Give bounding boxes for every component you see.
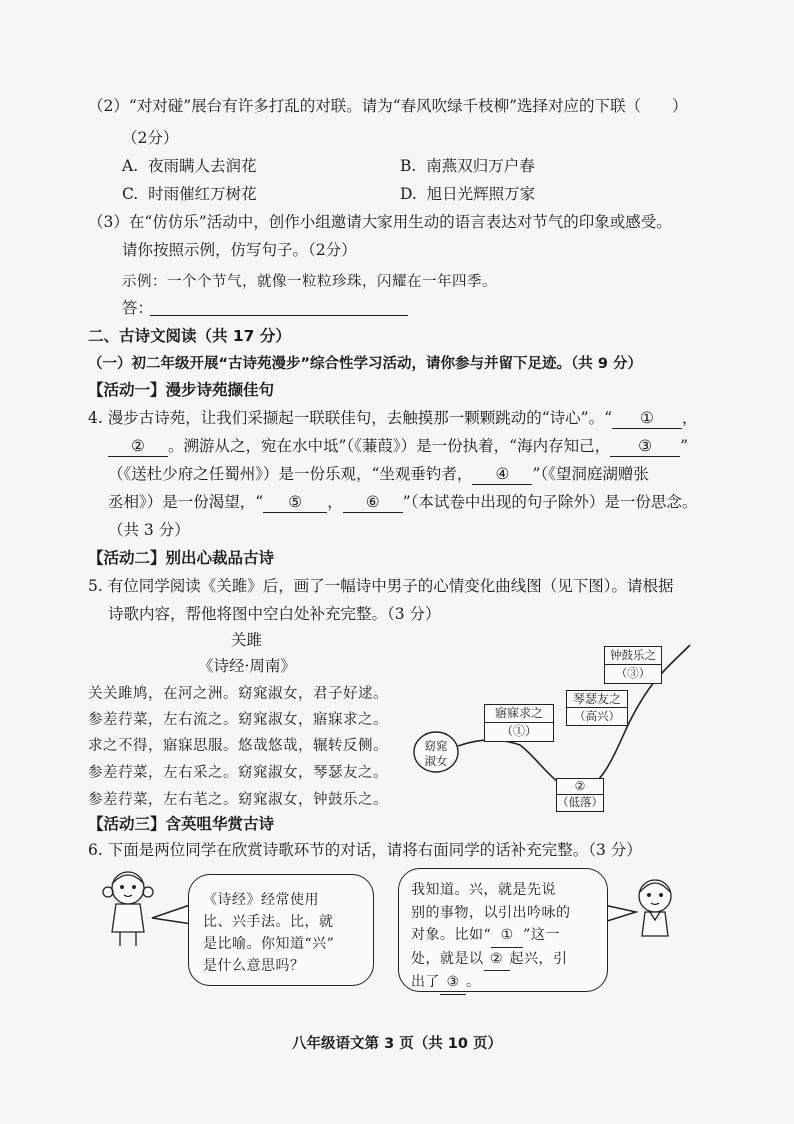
q5-line1: 5. 有位同学阅读《关雎》后，画了一幅诗中男子的心情变化曲线图（见下图）。请根据 (88, 577, 674, 595)
q2-option-d: D. 旭日光辉照万家 (400, 185, 536, 203)
q2-option-a: A. 夜雨瞒人去润花 (122, 157, 257, 175)
activity2-title: 【活动二】别出心裁品古诗 (88, 549, 275, 567)
q4-blank-3[interactable]: ③ (610, 436, 680, 457)
q2-option-c: C. 时雨催红万树花 (122, 185, 257, 203)
poem-line: 求之不得，寤寐思服。悠哉悠哉，辗转反侧。 (88, 738, 388, 754)
q4-line1: 4. 漫步古诗苑，让我们采撷起一联联佳句，去触摸那一颗颗跳动的“诗心”。“ ① ， (88, 409, 698, 427)
q4-line3: （《送杜少府之任蜀州》）是一份乐观，“坐观垂钓者， ④ ”（《望洞庭湖赠张 (108, 465, 649, 483)
q2-stem: （2）“对对碰”展台有许多打乱的对联。请为“春风吹绿千枝柳”选择对应的下联（ ） (88, 97, 688, 115)
q6-blank-2[interactable]: ② (484, 948, 510, 972)
q3-example: 示例：一个个节气，就像一粒粒珍珠，闪耀在一年四季。 (122, 274, 497, 290)
q4-line4: 丞相》）是一份渴望，“ ⑤ ， ⑥ ”（本试卷中出现的句子除外）是一份思念。 (108, 493, 698, 511)
left-bubble-tail (152, 905, 192, 924)
q6-blank-3[interactable]: ③ (440, 971, 466, 995)
node-search: 寤寐求之 （①） (484, 704, 554, 742)
q3-stem2: 请你按照示例，仿写句子。（2分） (122, 241, 357, 259)
left-speech-bubble: 《诗经》经常使用 比、兴手法。比，就 是比喻。你知道“兴” 是什么意思吗？ (188, 874, 374, 986)
node-joy-blank[interactable]: （③） (615, 666, 651, 680)
section2-title: 二、古诗文阅读（共 17 分） (88, 327, 291, 345)
right-speech-bubble: 我知道。兴，就是先说 别的事物，以引出吟咏的 对象。比如“ ① ”这一 处，就是以 ② 起兴，引 出了 ③ 。 (398, 868, 608, 992)
q4-blank-6[interactable]: ⑥ (343, 492, 403, 513)
q4-line2: ② 。溯游从之，宛在水中坻”（《蒹葭》）是一份执着，“海内存知己， ③ ” (108, 436, 688, 457)
q2-score: （2分） (122, 129, 179, 147)
q6-stem: 6. 下面是两位同学在欣赏诗歌环节的对话，请将右面同学的话补充完整。（3 分） (88, 841, 642, 859)
node-low: ② （低落） (556, 778, 604, 812)
q4-blank-5[interactable]: ⑤ (263, 492, 327, 513)
activity3-title: 【活动三】含英咀华赏古诗 (88, 815, 275, 833)
girl-right-icon (639, 880, 671, 936)
q4-blank-4[interactable]: ④ (472, 464, 532, 485)
poem-line: 关关雎鸠，在河之洲。窈窕淑女，君子好逑。 (88, 686, 388, 702)
poem-line: 参差荇菜，左右流之。窈窕淑女，寤寐求之。 (88, 712, 388, 728)
q3-answer-label: 答： (122, 299, 154, 317)
q6-blank-1[interactable]: ① (491, 924, 523, 948)
girl-left-icon (103, 872, 153, 946)
poem-line: 参差荇菜，左右采之。窈窕淑女，琴瑟友之。 (88, 765, 388, 781)
q4-blank-2[interactable]: ② (108, 436, 168, 457)
poem-source: 《诗经·周南》 (198, 657, 296, 675)
q3-stem: （3）在“仿仿乐”活动中，创作小组邀请大家用生动的语言表达对节气的印象或感受。 (88, 213, 672, 231)
node-joy: 钟鼓乐之 （③） (604, 646, 662, 684)
q4-blank-1[interactable]: ① (612, 408, 682, 429)
page-footer: 八年级语文第 3 页（共 10 页） (292, 1036, 502, 1052)
activity1-title: 【活动一】漫步诗苑撷佳句 (88, 381, 275, 399)
right-bubble-tail (604, 905, 636, 922)
node-search-blank[interactable]: （①） (500, 724, 537, 738)
q5-line2: 诗歌内容，帮他将图中空白处补充完整。（3 分） (108, 605, 441, 623)
section2-sub1: （一）初二年级开展“古诗苑漫步”综合性学习活动，请你参与并留下足迹。（共 9 分） (88, 356, 642, 372)
poem-line: 参差荇菜，左右芼之。窈窕淑女，钟鼓乐之。 (88, 792, 388, 808)
q4-score: （共 3 分） (108, 521, 190, 539)
node-happy: 琴瑟友之 （高兴） (566, 690, 628, 726)
start-label: 窈窕 淑女 (424, 739, 448, 768)
node-low-blank[interactable]: ② (557, 779, 603, 795)
q2-option-b: B. 南燕双归万户春 (400, 157, 535, 175)
poem-title: 关雎 (231, 631, 263, 649)
